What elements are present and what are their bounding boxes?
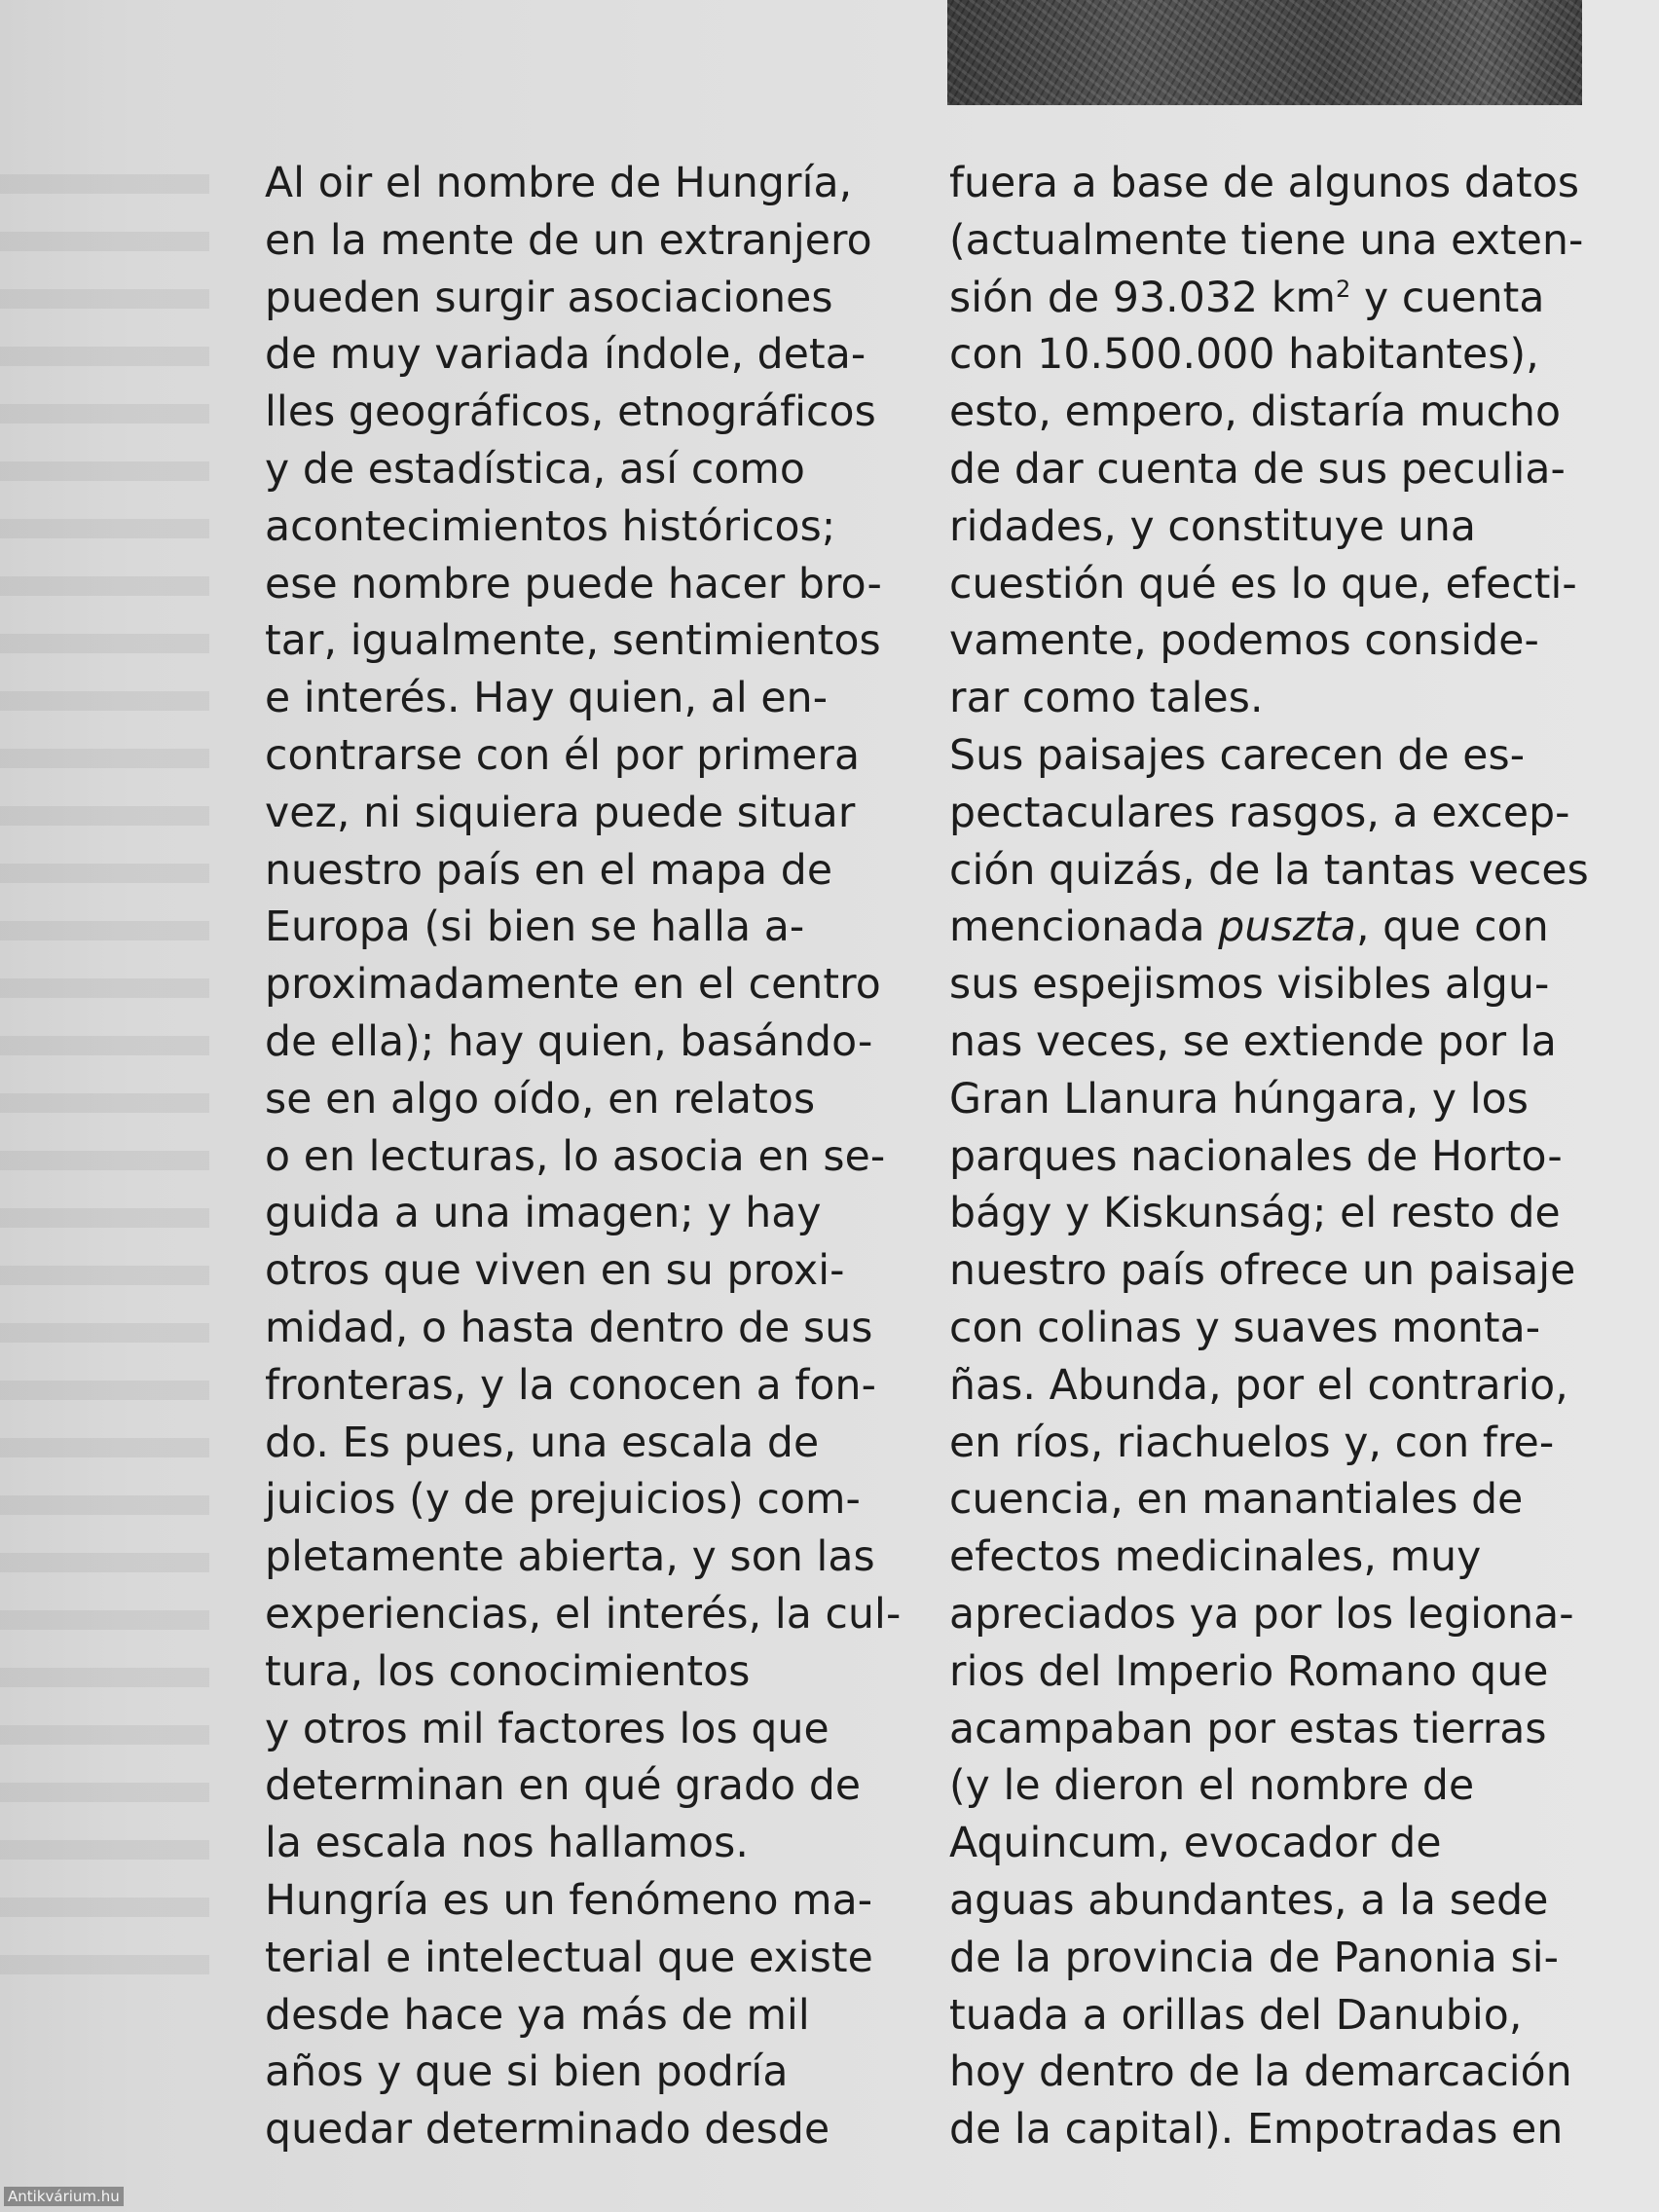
text-line: (actualmente tiene una exten- bbox=[949, 216, 1584, 265]
text-line: acontecimientos históricos; bbox=[265, 502, 836, 551]
text-line: aguas abundantes, a la sede bbox=[949, 1876, 1549, 1925]
text-line: ñas. Abunda, por el contrario, bbox=[949, 1361, 1568, 1410]
text-line: desde hace ya más de mil bbox=[265, 1991, 810, 2040]
text-line: guida a una imagen; y hay bbox=[265, 1190, 822, 1238]
superscript: 2 bbox=[1335, 275, 1351, 303]
text-line: nuestro país en el mapa de bbox=[265, 846, 833, 895]
text-line: y de estadística, así como bbox=[265, 445, 805, 494]
text-line: o en lecturas, lo asocia en se- bbox=[265, 1132, 886, 1181]
text-line: esto, empero, distaría mucho bbox=[949, 388, 1562, 437]
text-line: e interés. Hay quien, al en- bbox=[265, 675, 829, 723]
text-line: bágy y Kiskunság; el resto de bbox=[949, 1190, 1561, 1238]
text-fragment: mencionada bbox=[949, 903, 1219, 952]
text-line: de ella); hay quien, basándo- bbox=[265, 1017, 873, 1066]
text-line: pletamente abierta, y son las bbox=[265, 1533, 875, 1582]
text-line: ridades, y constituye una bbox=[949, 502, 1476, 551]
right-text-column bbox=[949, 156, 1592, 2159]
text-line: Al oir el nombre de Hungría, bbox=[265, 160, 853, 207]
text-line: vamente, podemos conside- bbox=[949, 617, 1539, 666]
text-line: cuencia, en manantiales de bbox=[949, 1476, 1524, 1525]
text-line: rar como tales. bbox=[949, 675, 1264, 723]
text-line: tura, los conocimientos bbox=[265, 1647, 751, 1696]
text-fragment: sión de 93.032 km bbox=[949, 274, 1336, 322]
text-line: Europa (si bien se halla a- bbox=[265, 903, 805, 952]
text-line: efectos medicinales, muy bbox=[949, 1533, 1482, 1582]
text-line: nas veces, se extiende por la bbox=[949, 1017, 1557, 1066]
text-fragment: y cuenta bbox=[1350, 274, 1545, 322]
text-line bbox=[949, 900, 1592, 957]
text-line: la escala nos hallamos. bbox=[265, 1820, 750, 1868]
text-line: lles geográficos, etnográficos bbox=[265, 388, 876, 437]
text-line: nuestro país ofrece un paisaje bbox=[949, 1247, 1576, 1296]
text-line: de dar cuenta de sus peculia- bbox=[949, 445, 1566, 494]
text-line: con colinas y suaves monta- bbox=[949, 1304, 1541, 1352]
text-line: pectaculares rasgos, a excep- bbox=[949, 789, 1570, 837]
text-line: rios del Imperio Romano que bbox=[949, 1647, 1549, 1696]
text-line: ción quizás, de la tantas veces bbox=[949, 846, 1589, 895]
right-lines-group bbox=[949, 957, 1592, 2159]
text-line: Sus paisajes carecen de es- bbox=[949, 731, 1526, 780]
text-line: determinan en qué grado de bbox=[265, 1762, 862, 1811]
text-line: tar, igualmente, sentimientos bbox=[265, 617, 881, 666]
text-line: hoy dentro de la demarcación bbox=[949, 2048, 1572, 2097]
text-line: vez, ni siquiera puede situar bbox=[265, 789, 856, 837]
italic-term: puszta bbox=[1218, 903, 1356, 952]
text-line: do. Es pues, una escala de bbox=[265, 1419, 820, 1467]
text-line: de la provincia de Panonia si- bbox=[949, 1934, 1560, 1982]
text-line: fuera a base de algunos datos bbox=[949, 160, 1580, 207]
text-line: apreciados ya por los legiona- bbox=[949, 1590, 1574, 1639]
text-line: de la capital). Empotradas en bbox=[949, 2106, 1564, 2155]
text-line: Gran Llanura húngara, y los bbox=[949, 1075, 1530, 1124]
text-line: quedar determinado desde bbox=[265, 2106, 830, 2155]
text-line: sus espejismos visibles algu- bbox=[949, 961, 1550, 1010]
text-line: pueden surgir asociaciones bbox=[265, 274, 833, 322]
text-line: midad, o hasta dentro de sus bbox=[265, 1304, 873, 1352]
text-line: con 10.500.000 habitantes), bbox=[949, 331, 1539, 380]
left-text-column bbox=[265, 156, 902, 2159]
text-line: contrarse con él por primera bbox=[265, 731, 861, 780]
text-line: otros que viven en su proxi- bbox=[265, 1247, 845, 1296]
text-line: Aquincum, evocador de bbox=[949, 1820, 1442, 1868]
text-line: proximadamente en el centro bbox=[265, 961, 881, 1010]
text-line: fronteras, y la conocen a fon- bbox=[265, 1361, 877, 1410]
text-line bbox=[949, 271, 1592, 328]
text-line: y otros mil factores los que bbox=[265, 1705, 830, 1753]
facing-page-bleed bbox=[0, 151, 209, 2001]
text-line: juicios (y de prejuicios) com- bbox=[265, 1476, 861, 1525]
text-line: tuada a orillas del Danubio, bbox=[949, 1991, 1523, 2040]
text-line: experiencias, el interés, la cul- bbox=[265, 1590, 902, 1639]
text-line: parques nacionales de Horto- bbox=[949, 1132, 1563, 1181]
text-fragment: , que con bbox=[1355, 903, 1549, 952]
text-line: cuestión qué es lo que, efecti- bbox=[949, 560, 1577, 608]
text-line: en la mente de un extranjero bbox=[265, 216, 872, 265]
watermark: Antikvárium.hu bbox=[4, 2187, 124, 2206]
text-line: en ríos, riachuelos y, con fre- bbox=[949, 1419, 1555, 1467]
right-lines-group bbox=[949, 327, 1592, 900]
text-line: de muy variada índole, deta- bbox=[265, 331, 866, 380]
text-line: se en algo oído, en relatos bbox=[265, 1075, 816, 1124]
text-line: ese nombre puede hacer bro- bbox=[265, 560, 882, 608]
photo-strip bbox=[947, 0, 1582, 105]
text-line: años y que si bien podría bbox=[265, 2048, 789, 2097]
text-line: (y le dieron el nombre de bbox=[949, 1762, 1475, 1811]
text-line: terial e intelectual que existe bbox=[265, 1934, 873, 1982]
text-line: acampaban por estas tierras bbox=[949, 1705, 1547, 1753]
text-line: Hungría es un fenómeno ma- bbox=[265, 1876, 873, 1925]
